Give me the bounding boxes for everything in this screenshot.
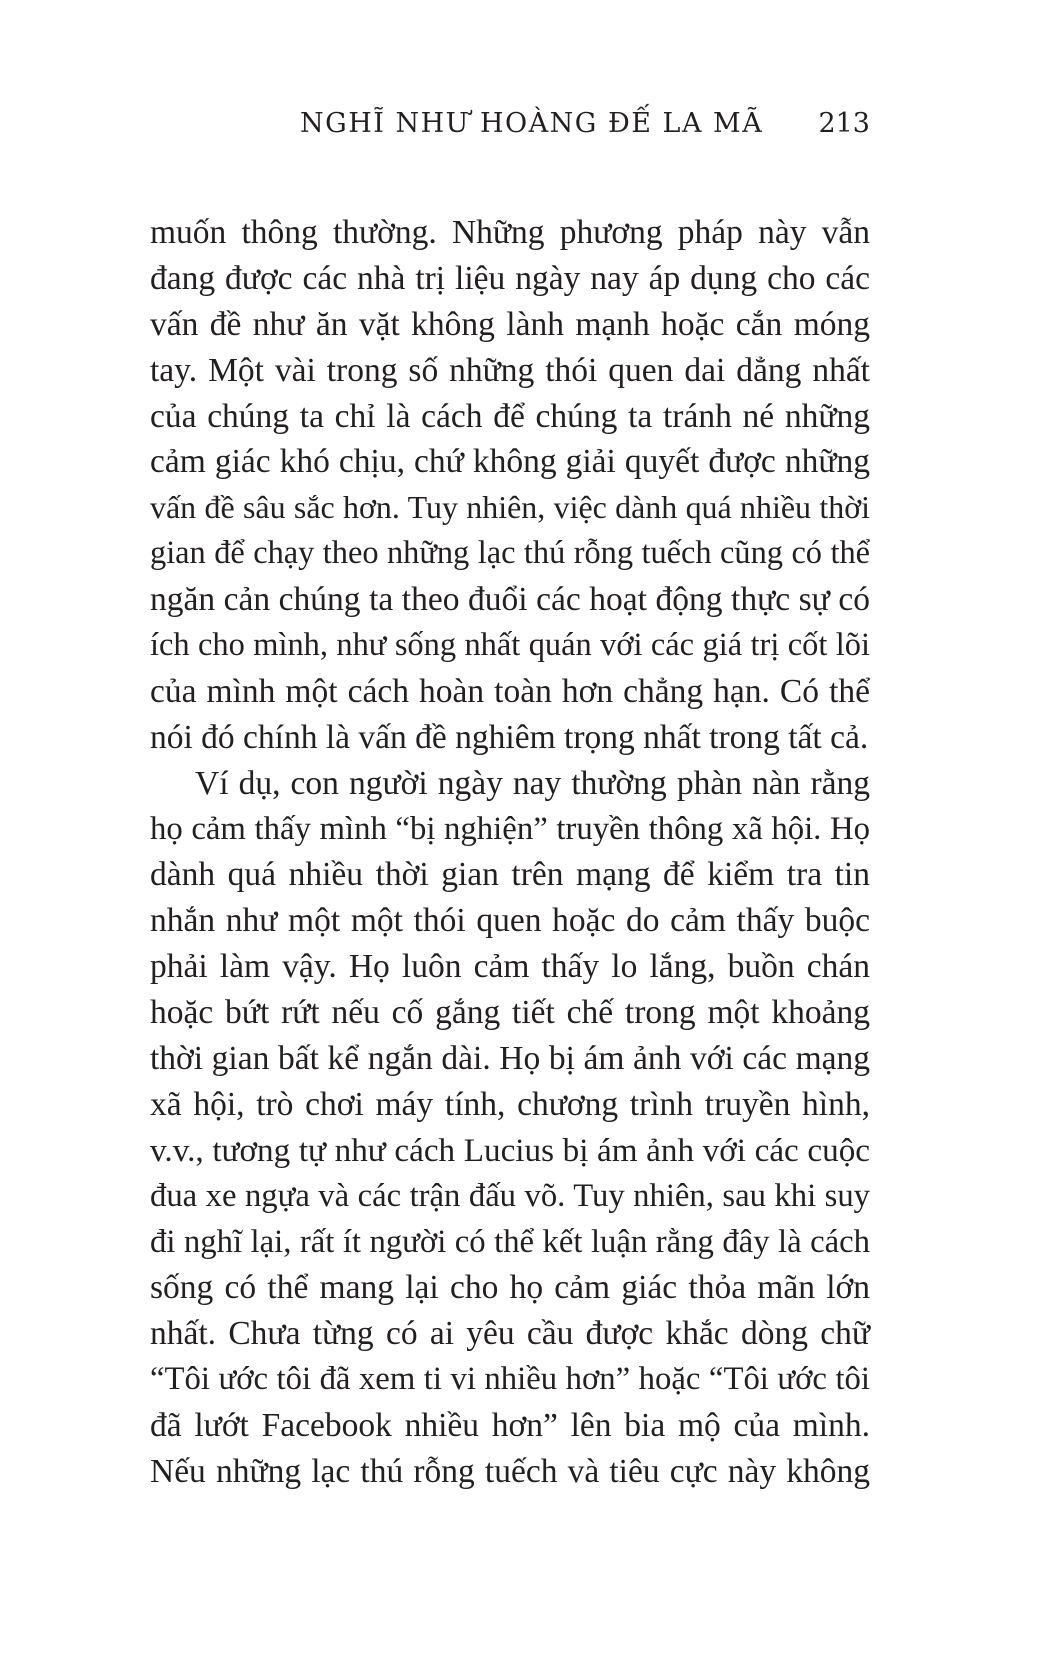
text-line: cảm giác khó chịu, chứ không giải quyết được những: [150, 443, 870, 481]
text-line: muốn thông thường. Những phương pháp này vẫn: [150, 214, 870, 251]
text-line: của mình một cách hoàn toàn hơn chẳng hạn. Có thể: [150, 672, 870, 710]
text-line: nói đó chính là vấn đề nghiêm trọng nhất trong tất cả.: [150, 718, 869, 756]
text-line: hoặc bứt rứt nếu cố gắng tiết chế trong một khoảng: [150, 994, 870, 1032]
page-number: 213: [818, 108, 870, 139]
text-line: sống có thể mang lại cho họ cảm giác thỏa mãn lớn: [150, 1269, 870, 1307]
running-title: NGHĨ NHƯ HOÀNG ĐẾ LA MÃ: [300, 108, 764, 139]
text-line: đua xe ngựa và các trận đấu võ. Tuy nhiên, sau khi suy: [150, 1177, 870, 1214]
paragraph-1: [150, 210, 870, 761]
text-line: v.v., tương tự như cách Lucius bị ám ảnh với các cuộc: [150, 1131, 870, 1169]
text-line: “Tôi ước tôi đã xem ti vi nhiều hơn” hoặc “Tôi ước tôi: [150, 1361, 870, 1398]
text-line: vấn đề sâu sắc hơn. Tuy nhiên, việc dành quá nhiều thời: [150, 490, 870, 526]
text-line: nhắn như một một thói quen hoặc do cảm thấy buộc: [150, 902, 870, 940]
text-line: thời gian bất kể ngắn dài. Họ bị ám ảnh với các mạng: [150, 1040, 870, 1078]
text-line: tay. Một vài trong số những thói quen dai dẳng nhất: [150, 351, 870, 389]
text-line: ngăn cản chúng ta theo đuổi các hoạt động thực sự có: [150, 581, 870, 619]
text-line: dành quá nhiều thời gian trên mạng để kiểm tra tin: [150, 856, 870, 894]
text-line: đi nghĩ lại, rất ít người có thể kết luận rằng đây là cách: [150, 1223, 870, 1260]
body-text: [150, 210, 870, 1495]
text-line: Ví dụ, con người ngày nay thường phàn nàn rằng: [195, 764, 870, 802]
text-line: họ cảm thấy mình “bị nghiện” truyền thông xã hội. Họ: [150, 810, 870, 847]
text-line: của chúng ta chỉ là cách để chúng ta tránh né những: [150, 397, 870, 435]
paragraph-2: [150, 761, 870, 1495]
running-header: [150, 104, 870, 144]
text-line: phải làm vậy. Họ luôn cảm thấy lo lắng, buồn chán: [150, 948, 870, 986]
text-line: Nếu những lạc thú rỗng tuếch và tiêu cực này không: [150, 1453, 870, 1491]
text-line: ích cho mình, như sống nhất quán với các giá trị cốt lõi: [150, 627, 870, 664]
text-line: đang được các nhà trị liệu ngày nay áp dụng cho các: [150, 259, 870, 297]
text-line: nhất. Chưa từng có ai yêu cầu được khắc dòng chữ: [150, 1315, 870, 1353]
text-line: vấn đề như ăn vặt không lành mạnh hoặc cắn móng: [150, 305, 870, 343]
text-line: đã lướt Facebook nhiều hơn” lên bia mộ của mình.: [150, 1407, 870, 1445]
text-line: xã hội, trò chơi máy tính, chương trình truyền hình,: [150, 1085, 870, 1123]
text-line: gian để chạy theo những lạc thú rỗng tuếch cũng có thể: [150, 535, 870, 572]
